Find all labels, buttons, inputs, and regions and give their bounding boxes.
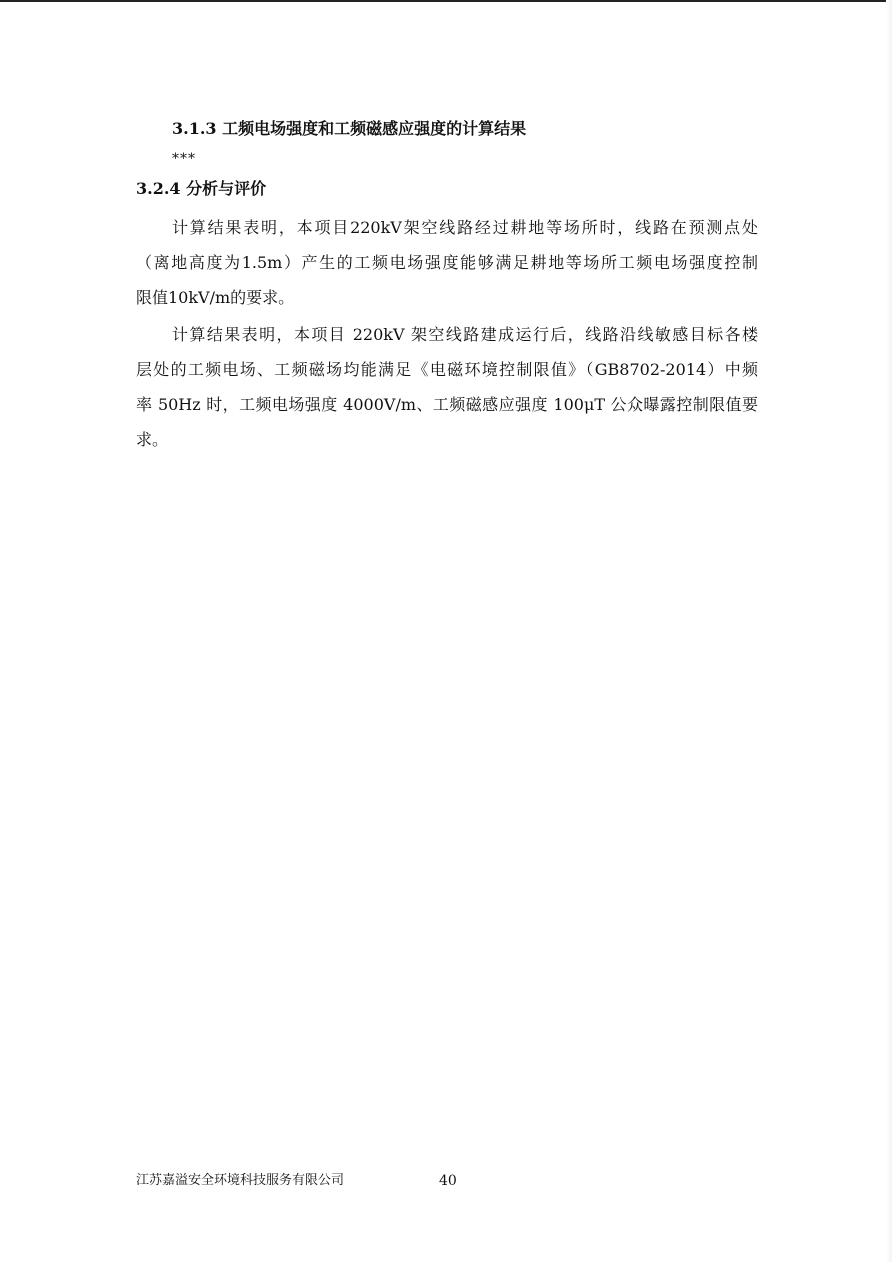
section-3-1-3-placeholder: *** <box>172 151 196 167</box>
paragraph-2-line-1: 计算结果表明，本项目 220kV 架空线路建成运行后，线路沿线敏感目标各楼 <box>172 325 758 344</box>
paragraph-2-line-2: 层处的工频电场、工频磁场均能满足《电磁环境控制限值》（GB8702-2014）中频 <box>136 360 758 379</box>
paragraph-2-line-4: 求。 <box>136 430 169 449</box>
footer-page-number: 40 <box>439 1173 457 1189</box>
analysis-paragraph-1 <box>136 210 758 315</box>
paragraph-1-line-3: 限值10kV/m的要求。 <box>136 288 295 307</box>
section-3-2-4-heading: 3.2.4 分析与评价 <box>136 179 267 198</box>
paragraph-1-line-1: 计算结果表明，本项目220kV架空线路经过耕地等场所时，线路在预测点处 <box>172 218 758 237</box>
page-top-border <box>0 0 892 2</box>
page-footer <box>136 1170 636 1192</box>
page-edge-shadow <box>886 0 892 1262</box>
paragraph-1-line-2: （离地高度为1.5m）产生的工频电场强度能够满足耕地等场所工频电场强度控制 <box>136 253 758 272</box>
section-3-1-3-heading: 3.1.3 工频电场强度和工频磁感应强度的计算结果 <box>172 119 527 138</box>
analysis-paragraph-2 <box>136 317 758 457</box>
footer-company-name: 江苏嘉溢安全环境科技服务有限公司 <box>136 1173 345 1188</box>
document-page-body <box>136 116 758 457</box>
paragraph-2-line-3: 率 50Hz 时，工频电场强度 4000V/m、工频磁感应强度 100μT 公众曝露控制限值要 <box>136 395 758 414</box>
